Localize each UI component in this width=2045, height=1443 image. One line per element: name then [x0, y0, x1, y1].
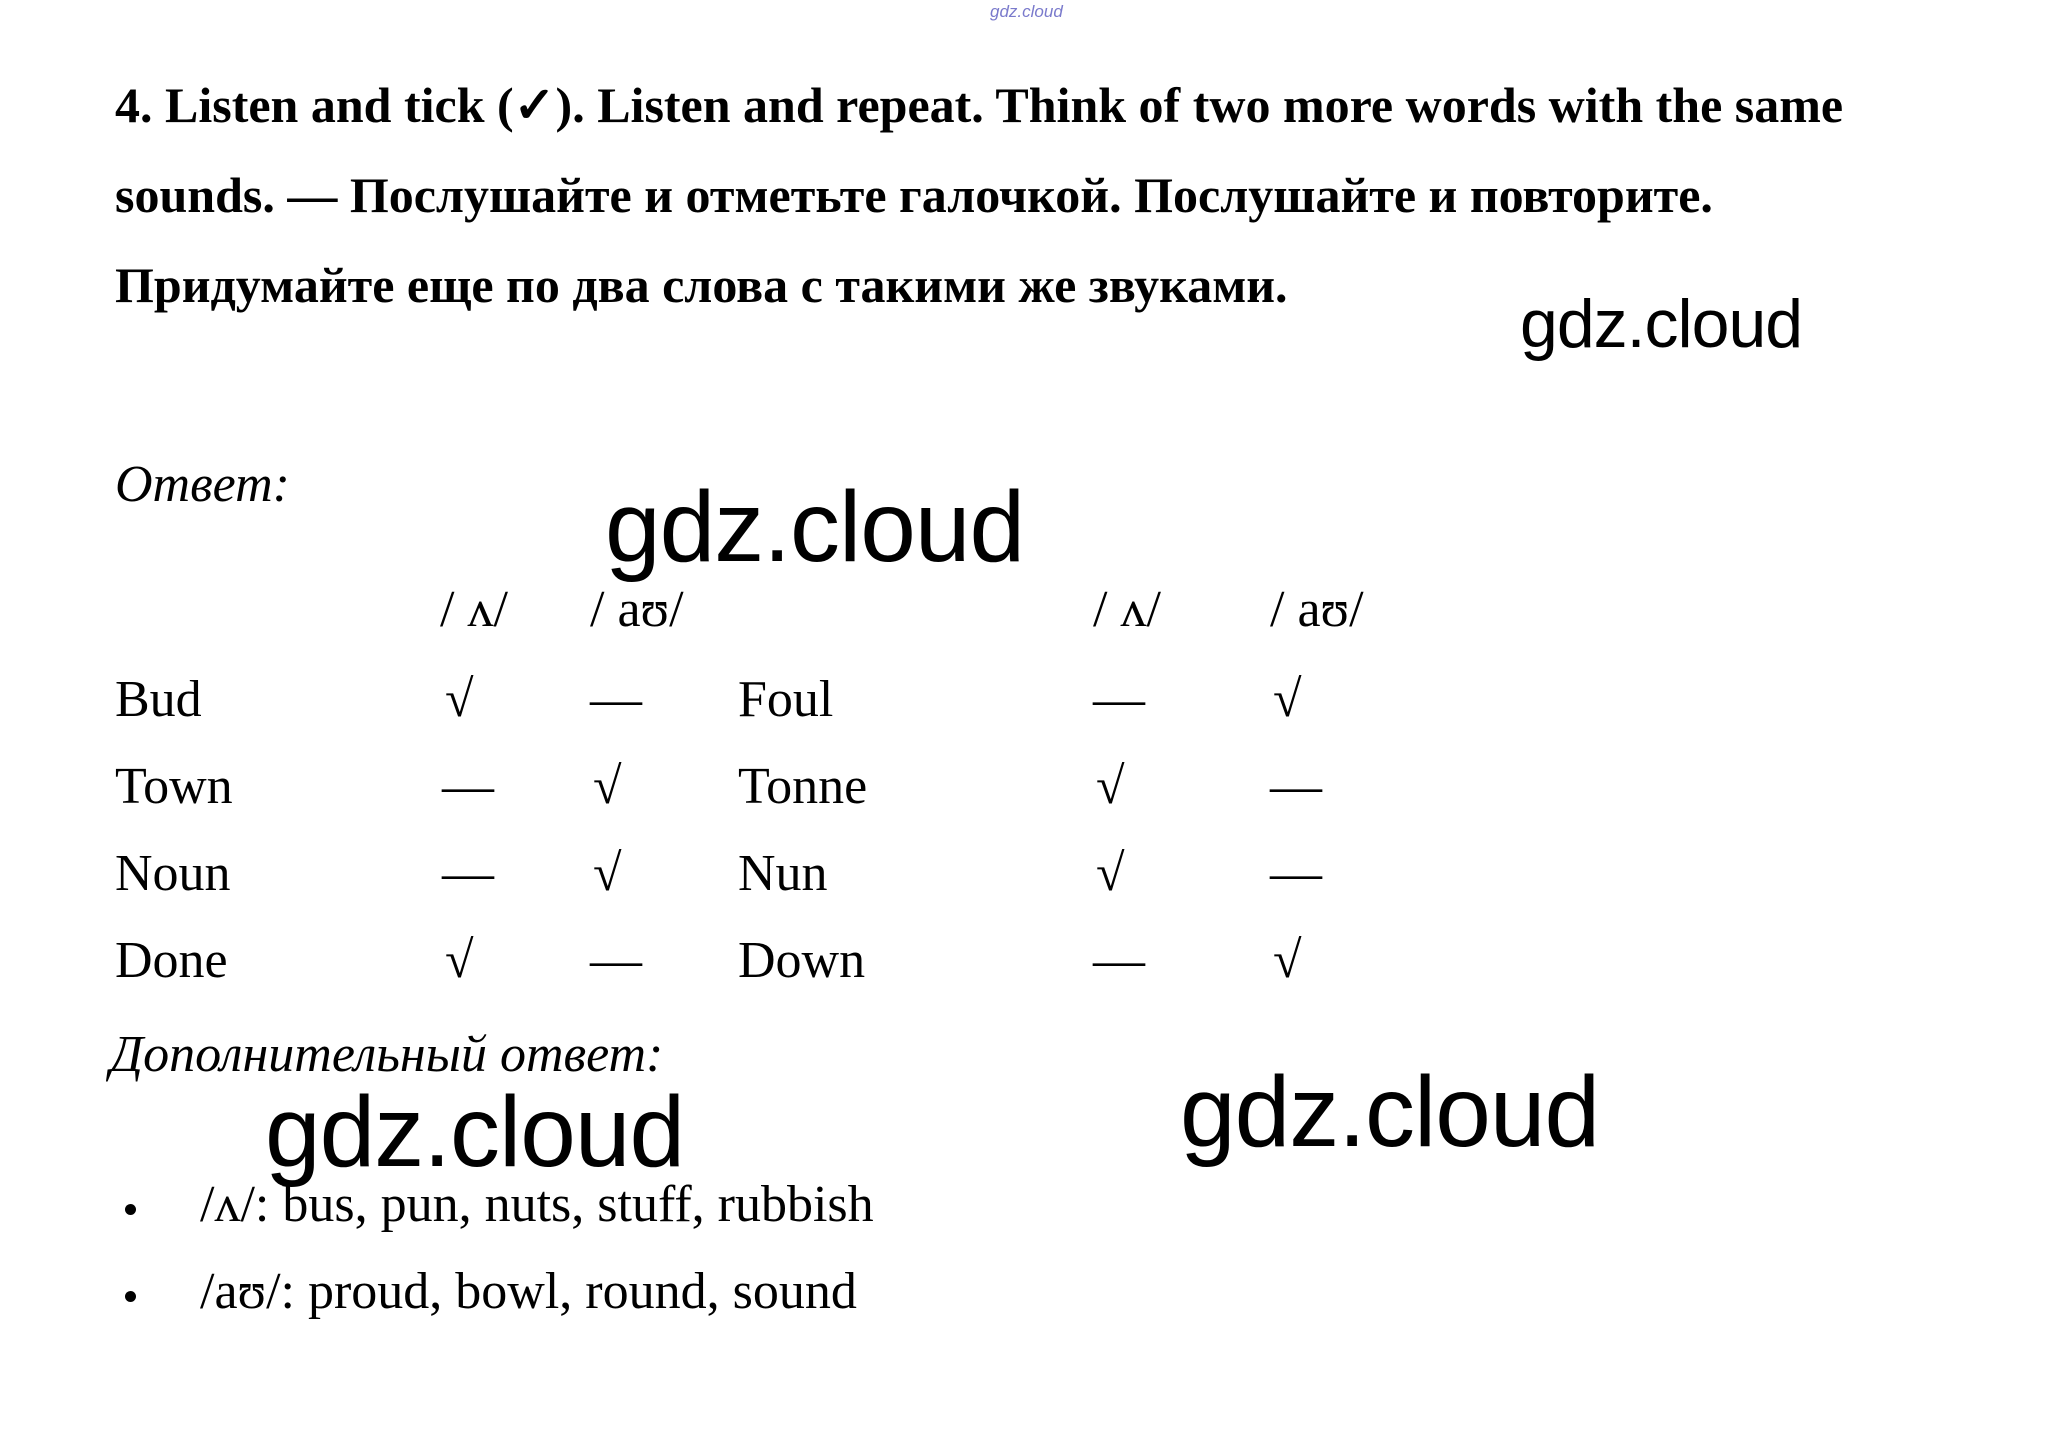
bullet-icon — [125, 1204, 136, 1215]
watermark: gdz.cloud — [1520, 286, 1803, 362]
list-item — [125, 1262, 857, 1321]
table-row-mark: — — [1270, 758, 1322, 815]
left-header-col2: / aʊ/ — [590, 581, 684, 638]
top-watermark: gdz.cloud — [990, 2, 1063, 21]
watermark: gdz.cloud — [605, 471, 1025, 583]
list-item-text: /aʊ/: proud, bowl, round, sound — [200, 1263, 857, 1320]
table-row-mark: √ — [1096, 845, 1125, 902]
table-row-word: Nun — [738, 845, 828, 902]
right-header-col1: / ʌ/ — [1093, 581, 1161, 638]
watermark: gdz.cloud — [265, 1076, 685, 1188]
watermark: gdz.cloud — [1180, 1056, 1600, 1168]
table-row-mark: — — [1270, 845, 1322, 902]
table-row-mark: √ — [445, 671, 474, 728]
table-row-mark: — — [1093, 671, 1145, 728]
table-row-word: Done — [115, 932, 228, 989]
left-header-col1: / ʌ/ — [440, 581, 508, 638]
table-row-word: Tonne — [738, 758, 868, 815]
table-row-mark: √ — [1273, 671, 1302, 728]
table-row-mark: √ — [445, 932, 474, 989]
table-row-mark: — — [442, 758, 494, 815]
list-item-text: /ʌ/: bus, pun, nuts, stuff, rubbish — [200, 1176, 874, 1233]
table-row-mark: √ — [1096, 758, 1125, 815]
table-row-mark: √ — [1273, 932, 1302, 989]
table-row-word: Town — [115, 758, 233, 815]
table-row-word: Foul — [738, 671, 834, 728]
table-row-mark: √ — [593, 758, 622, 815]
table-row-mark: — — [590, 671, 642, 728]
answer-label: Ответ: — [115, 456, 290, 513]
bullet-icon — [125, 1291, 136, 1302]
table-row-word: Bud — [115, 671, 202, 728]
table-row-mark: — — [1093, 932, 1145, 989]
table-row-mark: — — [590, 932, 642, 989]
table-row-mark: — — [442, 845, 494, 902]
extra-answer-label: Дополнительный ответ: — [110, 1026, 664, 1083]
table-row-mark: √ — [593, 845, 622, 902]
right-header-col2: / aʊ/ — [1270, 581, 1364, 638]
table-row-word: Down — [738, 932, 866, 989]
table-row-word: Noun — [115, 845, 231, 902]
task-heading: 4. Listen and tick (✓). Listen and repeat. Think of two more words with the same sounds. — Послушайте и отметьте галочкой. Послушайте и повторите. Придумайте еще по два слова с такими же звуками. — [115, 77, 1844, 313]
